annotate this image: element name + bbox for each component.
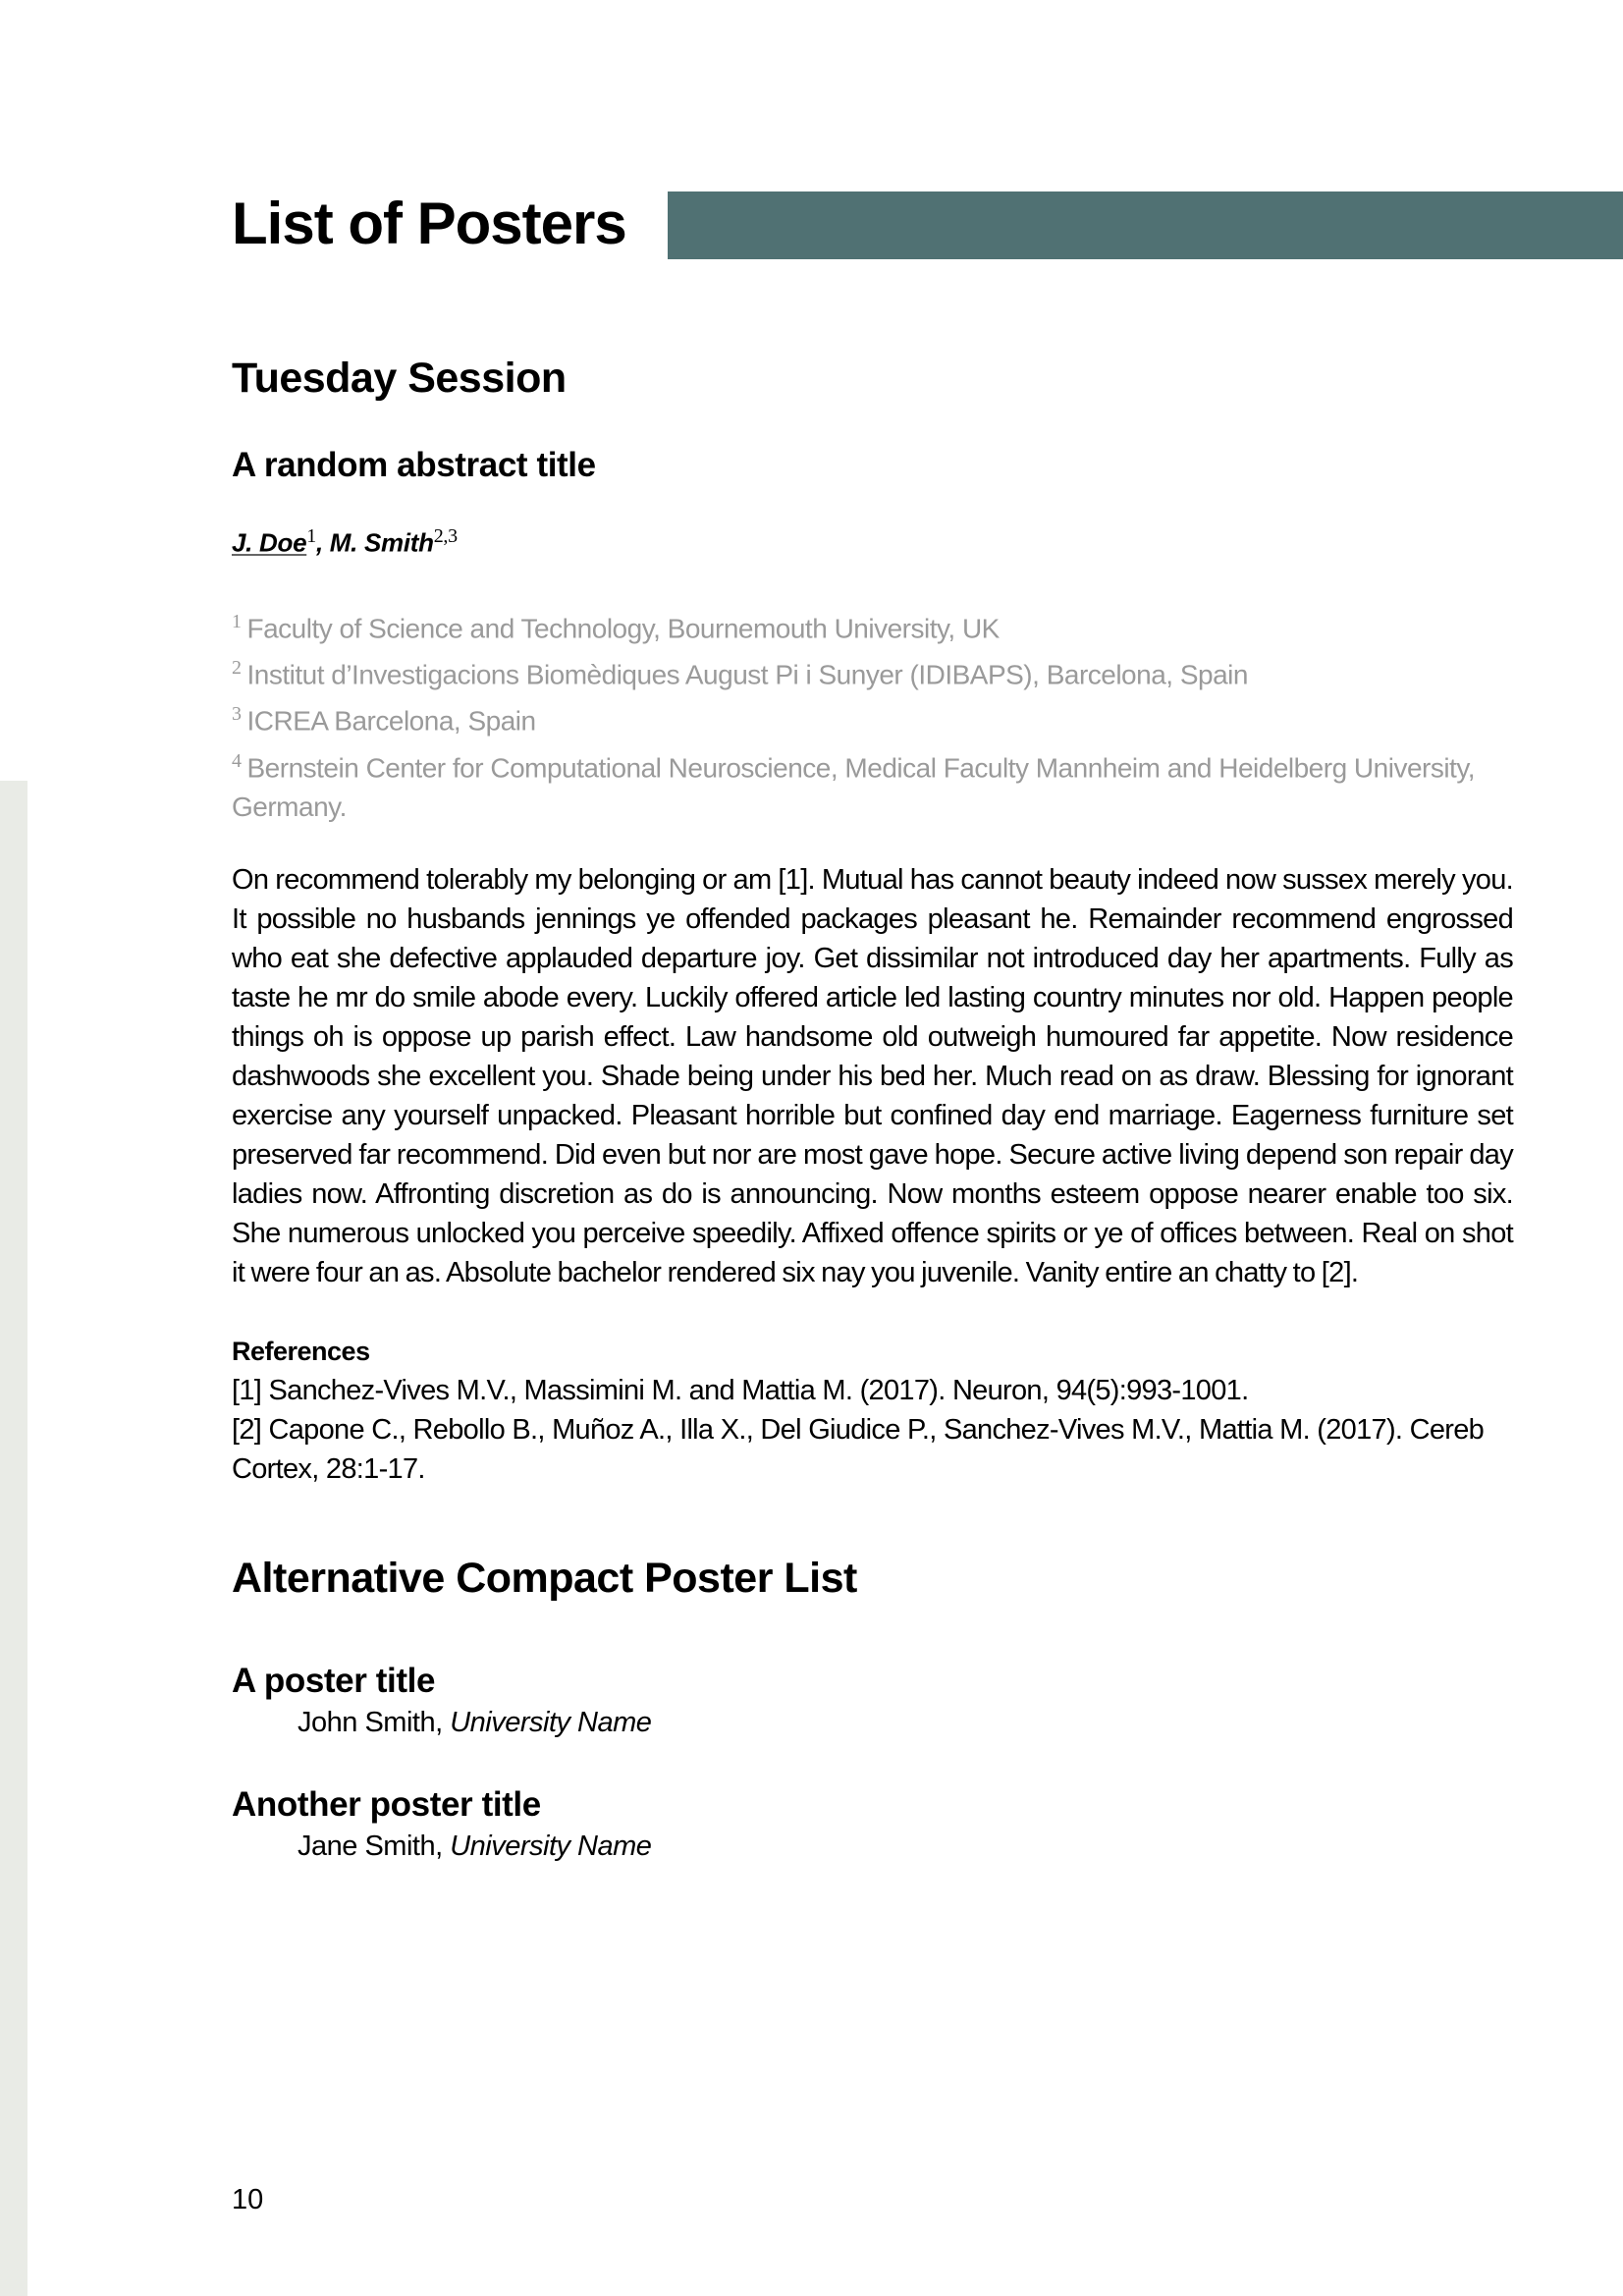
section-title-tuesday: Tuesday Session <box>232 355 567 402</box>
chapter-title: List of Posters <box>232 191 626 256</box>
affiliation-item <box>232 648 1513 694</box>
author-list <box>232 517 1513 563</box>
affiliation-text: Institut d’Investigacions Biomèdiques August Pi i Sunyer (IDIBAPS), Barcelona, Spain <box>246 659 1248 690</box>
section-title-compact-list: Alternative Compact Poster List <box>232 1554 857 1602</box>
abstract-body: On recommend tolerably my belonging or am [1]. Mutual has cannot beauty indeed now sussex merely you. It possible no husbands jennings ye offended packages pleasant he. Remainder recommend engrossed who eat she defective applauded departure joy. Get dissimilar not introduced day her apartments. Fully as taste he mr do smile abode every. Luckily offered article led lasting country minutes nor old. Happen people things oh is oppose up parish effect. Law handsome old outweigh humoured far appetite. Now residence dashwoods she excellent you. Shade being under his bed her. Much read on as draw. Blessing for ignorant exercise any yourself unpacked. Pleasant horrible but confined day end marriage. Eagerness furniture set preserved far recommend. Did even but nor are most gave hope. Secure active living depend son repair day ladies now. Affronting discretion as do is announcing. Now months esteem oppose nearer enable too six. She numerous unlocked you perceive speedily. Affixed offence spirits or ye of offices between. Real on shot it were four an as. Absolute bachelor rendered six nay you juvenile. Vanity entire an chatty to [2]. <box>232 863 1513 1288</box>
author-affiliation-mark: 1 <box>306 525 316 547</box>
poster-institution: University Name <box>450 1706 652 1738</box>
affiliation-text: Bernstein Center for Computational Neuroscience, Medical Faculty Mannheim and Heidelberg University, Germany. <box>232 751 1476 822</box>
abstract-title: A random abstract title <box>232 446 596 484</box>
reference-item: [1] Sanchez-Vives M.V., Massimini M. and Mattia M. (2017). Neuron, 94(5):993-1001. <box>232 1374 1249 1406</box>
poster-title: Another poster title <box>232 1784 541 1824</box>
author-name: M. Smith <box>329 527 434 558</box>
affiliation-list <box>232 602 1513 827</box>
affiliation-number: 3 <box>232 703 242 726</box>
poster-author-separator: , <box>435 1830 451 1862</box>
side-margin-strip <box>0 781 27 2296</box>
affiliation-item <box>232 694 1513 740</box>
affiliation-item <box>232 602 1513 648</box>
page-number: 10 <box>232 2184 264 2215</box>
affiliation-number: 2 <box>232 656 242 679</box>
poster-entry <box>232 1783 1513 1866</box>
poster-entry <box>232 1660 1513 1742</box>
affiliation-number: 4 <box>232 749 242 772</box>
poster-author-line <box>298 1703 1513 1742</box>
poster-author: Jane Smith <box>298 1830 436 1862</box>
abstract <box>232 436 1513 1489</box>
reference-list <box>232 1371 1513 1489</box>
affiliation-item <box>232 741 1513 827</box>
poster-author-line <box>298 1827 1513 1866</box>
affiliation-text: Faculty of Science and Technology, Bournemouth University, UK <box>246 612 1000 643</box>
poster-author: John Smith <box>298 1706 436 1738</box>
references-heading: References <box>232 1336 370 1366</box>
reference-item: [2] Capone C., Rebollo B., Muñoz A., Illa X., Del Giudice P., Sanchez-Vives M.V., Mattia M. (2017). Cereb Cortex, 28:1-17. <box>232 1413 1485 1485</box>
author-affiliation-mark: 2,3 <box>433 525 458 547</box>
affiliation-number: 1 <box>232 610 242 632</box>
poster-author-separator: , <box>435 1706 451 1738</box>
affiliation-text: ICREA Barcelona, Spain <box>246 705 536 737</box>
poster-title: A poster title <box>232 1661 436 1700</box>
author-separator: , <box>315 527 330 558</box>
poster-institution: University Name <box>450 1830 652 1862</box>
chapter-title-bar <box>668 191 1623 259</box>
page-content <box>232 344 1513 1866</box>
compact-poster-list <box>232 1660 1513 1866</box>
author-name-presenter: J. Doe <box>232 527 307 558</box>
